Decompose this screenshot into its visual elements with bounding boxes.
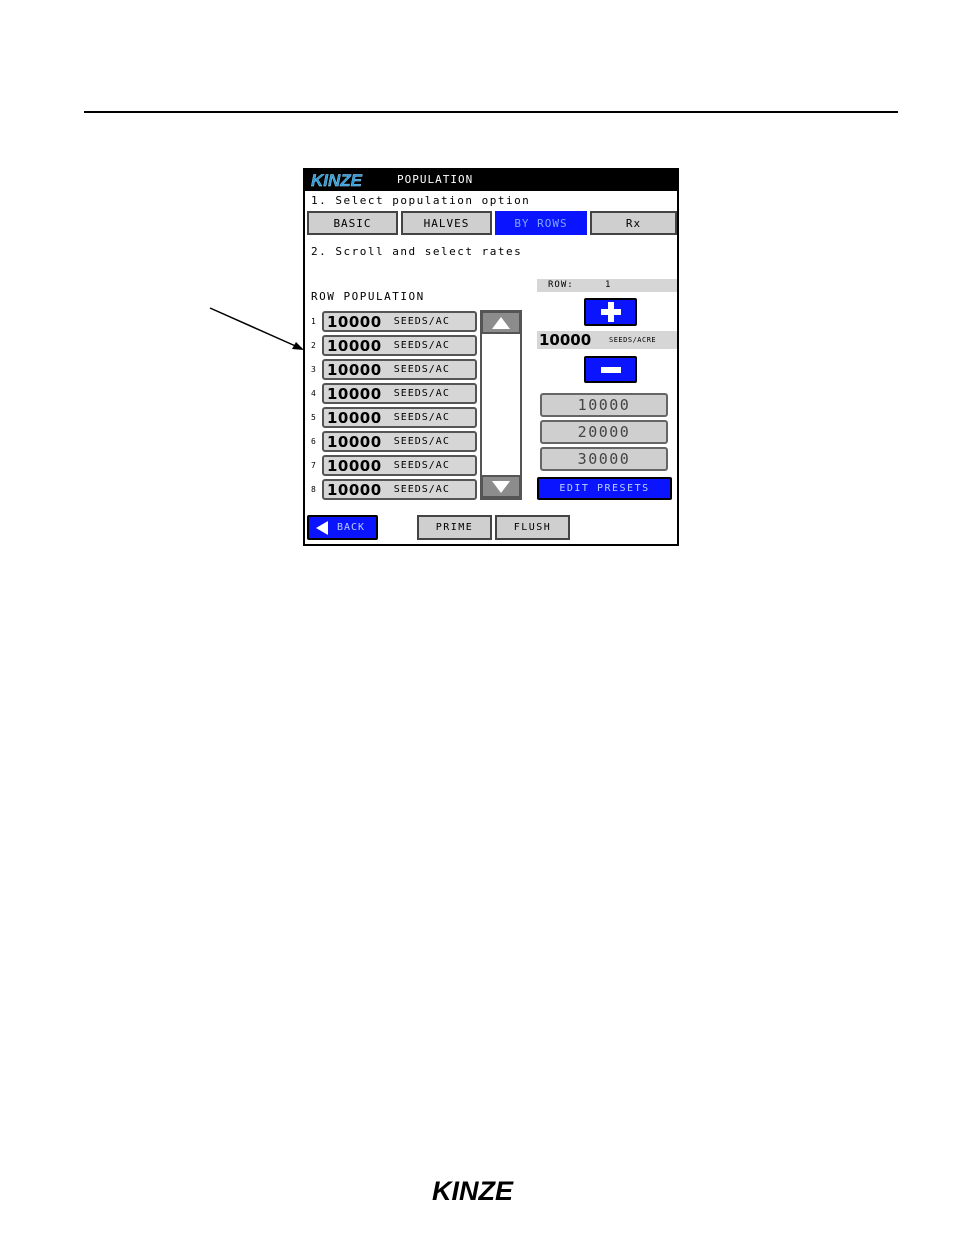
kinze-logo-icon	[309, 171, 383, 189]
row-rate-unit: SEEDS/AC	[393, 412, 450, 423]
current-rate-display	[537, 331, 677, 349]
row-number: 6	[311, 437, 316, 446]
row-rate-unit: SEEDS/AC	[393, 340, 450, 351]
callout-arrow-icon	[200, 300, 310, 360]
row-rate-value: 10000	[327, 360, 382, 379]
plus-icon	[600, 301, 622, 323]
tab-rx[interactable]: Rx	[590, 211, 677, 235]
row-rate-value: 10000	[327, 336, 382, 355]
row-rate-unit: SEEDS/AC	[393, 484, 450, 495]
row-rate-value: 10000	[327, 384, 382, 403]
kinze-logo-icon	[430, 1176, 550, 1204]
row-rate-value: 10000	[327, 408, 382, 427]
decrease-rate-button[interactable]	[584, 356, 637, 383]
monitor-screen	[303, 168, 679, 546]
current-rate-value: 10000	[539, 331, 592, 349]
row-number: 8	[311, 485, 316, 494]
svg-text:KINZE: KINZE	[311, 171, 362, 189]
row-number: 4	[311, 389, 316, 398]
row-scrollbar-track[interactable]	[480, 310, 522, 500]
back-button[interactable]: BACK	[307, 515, 378, 540]
row-rate-unit: SEEDS/AC	[393, 316, 450, 327]
row-rate-unit: SEEDS/AC	[393, 364, 450, 375]
row-rate-button[interactable]	[322, 455, 477, 476]
row-rate-unit: SEEDS/AC	[393, 436, 450, 447]
step2-instruction: 2. Scroll and select rates	[311, 245, 523, 258]
step1-instruction: 1. Select population option	[311, 194, 531, 207]
row-rate-button[interactable]	[322, 359, 477, 380]
preset-button[interactable]: 30000	[540, 447, 668, 471]
row-rate-button[interactable]	[322, 383, 477, 404]
arrow-left-icon	[315, 520, 329, 536]
preset-button[interactable]: 20000	[540, 420, 668, 444]
row-rate-unit: SEEDS/AC	[393, 388, 450, 399]
row-rate-value: 10000	[327, 480, 382, 499]
screen-title: POPULATION	[397, 173, 474, 186]
row-number: 5	[311, 413, 316, 422]
tab-by-rows[interactable]: BY ROWS	[495, 211, 587, 235]
row-rate-button[interactable]	[322, 479, 477, 500]
svg-text:KINZE: KINZE	[432, 1176, 513, 1204]
row-rate-button[interactable]	[322, 431, 477, 452]
edit-presets-button[interactable]: EDIT PRESETS	[537, 477, 672, 500]
title-bar	[305, 170, 677, 191]
tab-basic[interactable]: BASIC	[307, 211, 398, 235]
row-rate-button[interactable]	[322, 335, 477, 356]
increase-rate-button[interactable]	[584, 298, 637, 326]
prime-button[interactable]: PRIME	[417, 515, 492, 540]
selected-row-label: ROW:	[548, 280, 574, 290]
row-rate-unit: SEEDS/AC	[393, 460, 450, 471]
row-number: 1	[311, 317, 316, 326]
scroll-up-button[interactable]	[481, 311, 521, 334]
row-population-label: ROW POPULATION	[311, 290, 425, 303]
row-rate-button[interactable]	[322, 311, 477, 332]
flush-button[interactable]: FLUSH	[495, 515, 570, 540]
scroll-down-button[interactable]	[481, 475, 521, 498]
current-rate-unit: SEEDS/ACRE	[609, 336, 657, 344]
page-header-rule	[84, 111, 898, 113]
tab-halves[interactable]: HALVES	[401, 211, 492, 235]
row-number: 7	[311, 461, 316, 470]
row-rate-value: 10000	[327, 432, 382, 451]
row-number: 2	[311, 341, 316, 350]
preset-button[interactable]: 10000	[540, 393, 668, 417]
row-number: 3	[311, 365, 316, 374]
row-rate-button[interactable]	[322, 407, 477, 428]
selected-row-indicator	[537, 279, 677, 292]
row-rate-value: 10000	[327, 312, 382, 331]
triangle-up-icon	[491, 316, 511, 330]
row-rate-value: 10000	[327, 456, 382, 475]
selected-row-value: 1	[605, 280, 612, 290]
triangle-down-icon	[491, 480, 511, 494]
minus-icon	[600, 366, 622, 374]
